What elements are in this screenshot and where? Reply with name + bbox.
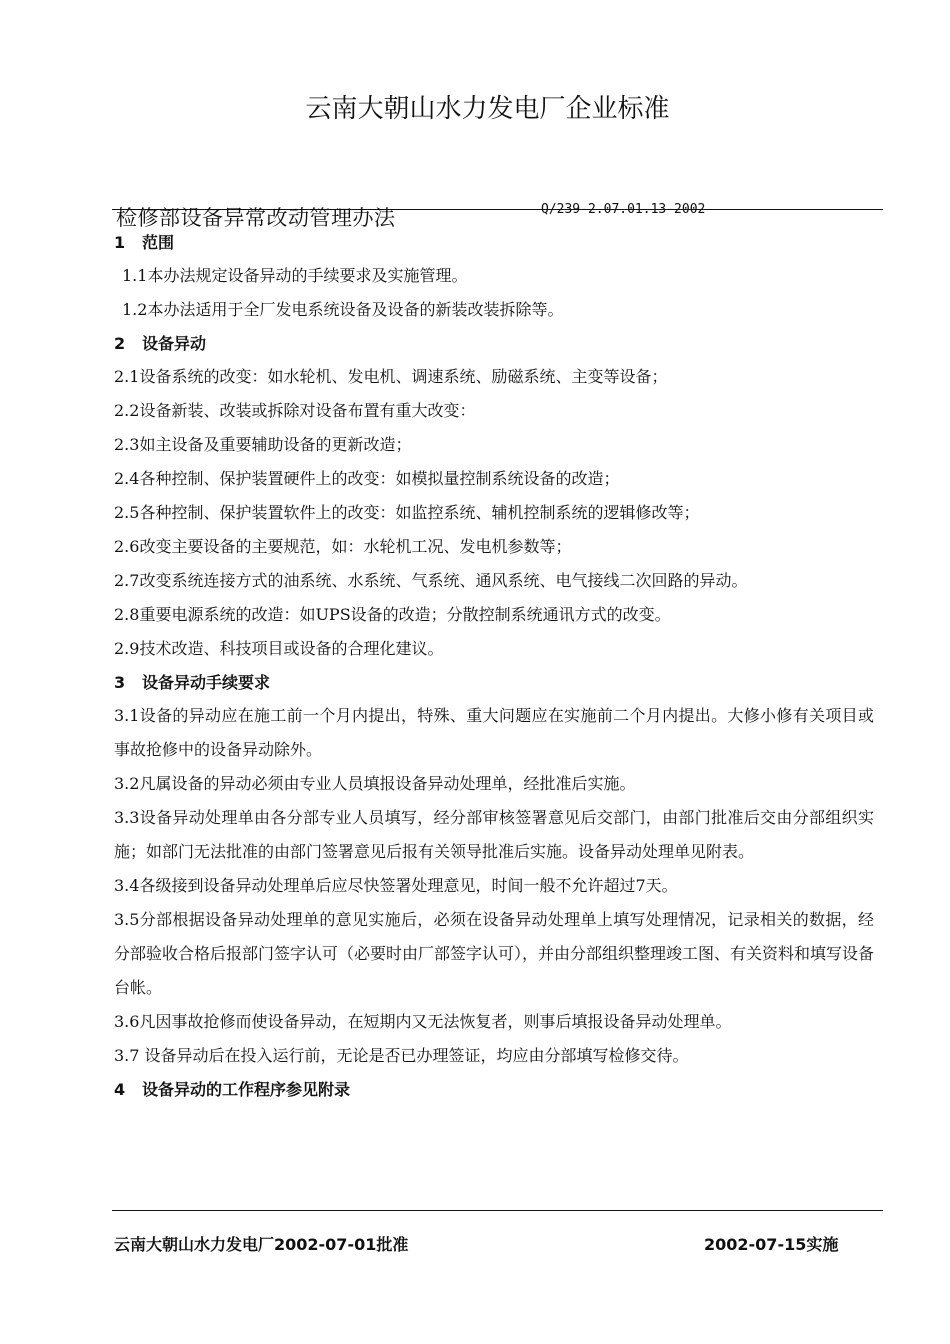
footer-rule — [112, 1210, 883, 1211]
paragraph: 2.6改变主要设备的主要规范，如：水轮机工况、发电机参数等； — [114, 537, 572, 556]
section-number: 2 — [114, 334, 126, 353]
section-heading — [114, 666, 874, 699]
section-heading — [114, 1073, 874, 1106]
section-title: 设备异动的工作程序参见附录 — [142, 1080, 351, 1099]
section-title: 设备异动 — [142, 334, 207, 353]
paragraph: 2.8重要电源系统的改造：如UPS设备的改造；分散控制系统通讯方式的改变。 — [114, 605, 671, 624]
page-title: 云南大朝山水力发电厂企业标准 — [305, 94, 670, 124]
section-title: 设备异动手续要求 — [142, 673, 271, 692]
paragraph: 2.1设备系统的改变：如水轮机、发电机、调速系统、励磁系统、主变等设备； — [114, 367, 668, 386]
section-title: 范围 — [142, 233, 175, 252]
section-number: 4 — [114, 1080, 126, 1099]
document-title: 检修部设备异常改动管理办法 — [116, 206, 396, 230]
paragraph: 3.5分部根据设备异动处理单的意见实施后，必须在设备异动处理单上填写处理情况，记录相关的数据，经分部验收合格后报部门签字认可（必要时由厂部签字认可），并由分部组织整理竣工图、有关资料和填写设备台帐。 — [114, 910, 875, 997]
section-number: 1 — [114, 233, 126, 252]
section-heading — [114, 226, 874, 259]
paragraph: 2.3如主设备及重要辅助设备的更新改造； — [114, 435, 412, 454]
section-number: 3 — [114, 673, 126, 692]
paragraph: 1.1本办法规定设备异动的手续要求及实施管理。 — [122, 266, 468, 285]
paragraph: 3.1设备的异动应在施工前一个月内提出，特殊、重大问题应在实施前二个月内提出。大修小修有关项目或事故抢修中的设备异动除外。 — [114, 706, 874, 759]
paragraph: 3.2凡属设备的异动必须由专业人员填报设备异动处理单，经批准后实施。 — [114, 774, 636, 793]
paragraph: 3.7 设备异动后在投入运行前，无论是否已办理签证，均应由分部填写检修交待。 — [114, 1046, 689, 1065]
paragraph: 2.5各种控制、保护装置软件上的改变：如监控系统、辅机控制系统的逻辑修改等； — [114, 503, 700, 522]
paragraph: 1.2本办法适用于全厂发电系统设备及设备的新装改装拆除等。 — [122, 300, 564, 319]
approval-line: 云南大朝山水力发电厂2002-07-01批准 — [114, 1235, 409, 1254]
document-code: Q/239-2.07.01.13-2002 — [541, 202, 706, 217]
document-body — [114, 226, 874, 1106]
paragraph: 2.9技术改造、科技项目或设备的合理化建议。 — [114, 639, 444, 658]
implementation-date: 2002-07-15实施 — [704, 1235, 839, 1254]
paragraph: 2.7改变系统连接方式的油系统、水系统、气系统、通风系统、电气接线二次回路的异动。 — [114, 571, 748, 590]
section-heading — [114, 327, 874, 360]
paragraph: 2.2设备新装、改装或拆除对设备布置有重大改变： — [114, 401, 476, 420]
paragraph: 3.3设备异动处理单由各分部专业人员填写，经分部审核签署意见后交部门，由部门批准后交由分部组织实施；如部门无法批准的由部门签署意见后报有关领导批准后实施。设备异动处理单见附表。 — [114, 808, 874, 861]
header-rule — [112, 209, 883, 210]
paragraph: 3.4各级接到设备异动处理单后应尽快签署处理意见，时间一般不允许超过7天。 — [114, 876, 678, 895]
paragraph: 2.4各种控制、保护装置硬件上的改变：如模拟量控制系统设备的改造； — [114, 469, 620, 488]
paragraph: 3.6凡因事故抢修而使设备异动，在短期内又无法恢复者，则事后填报设备异动处理单。 — [114, 1012, 732, 1031]
